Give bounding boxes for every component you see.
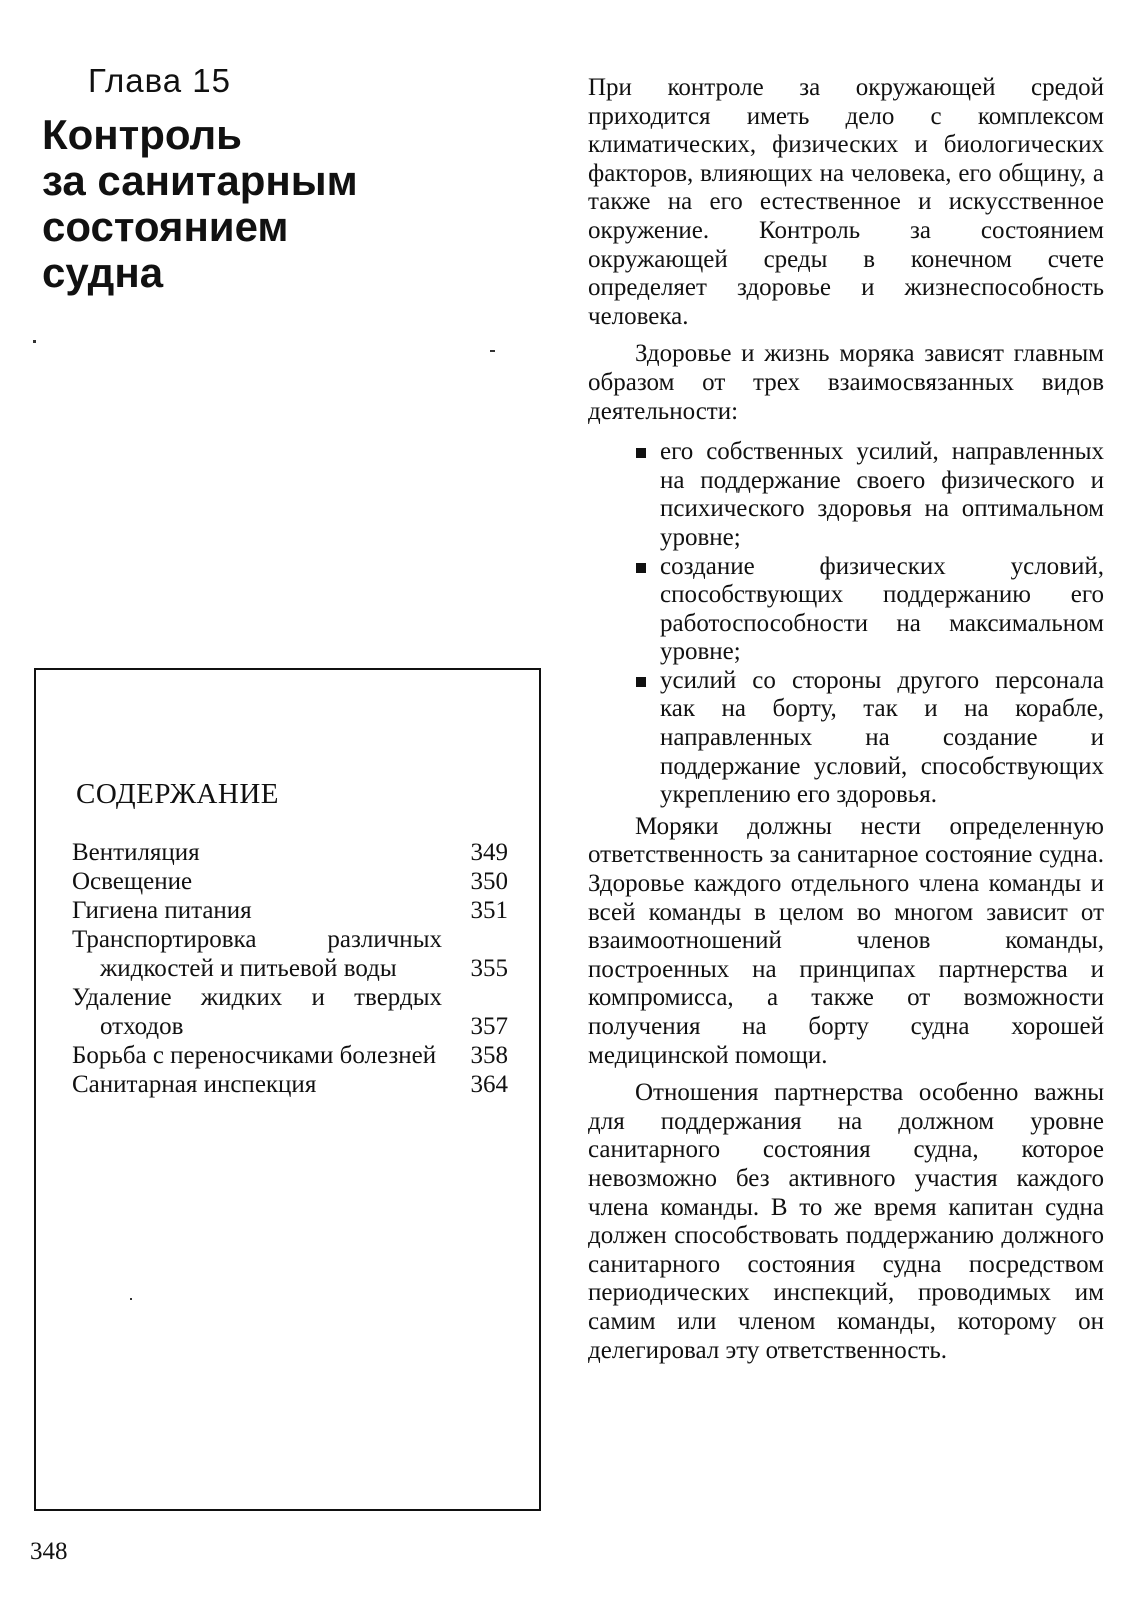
chapter-title-line: состоянием bbox=[42, 203, 289, 250]
paragraph: Моряки должны нести определенную ответственность за санитарное состояние судна. Здоровье каждого отдельного члена команды и всей команды в целом во многом зависит от взаимоотношений членов команды, построенных на принципах партнерства и компромисса, а также от возможности получения на борту судна хорошей медицинской помощи. bbox=[588, 812, 1104, 1069]
contents-box bbox=[34, 668, 541, 1511]
contents-entry-title: Освещение bbox=[72, 868, 193, 895]
contents-entry-title: Санитарная инспекция bbox=[72, 1071, 317, 1098]
bullet-text: его собственных усилий, направленных на поддержание своего физического и психического здоровья на оптимальном уровне; bbox=[660, 438, 1104, 551]
contents-entry-page: 358 bbox=[470, 1042, 508, 1069]
chapter-title bbox=[42, 112, 512, 296]
contents-entry bbox=[72, 1070, 508, 1099]
main-text bbox=[588, 74, 1104, 1365]
contents-entry-title: Вентиляция bbox=[72, 839, 200, 866]
contents-entry bbox=[72, 1041, 508, 1070]
contents-list bbox=[72, 838, 508, 1099]
bullet-item bbox=[588, 667, 1104, 810]
contents-entry-page: 351 bbox=[470, 897, 508, 924]
bullet-list bbox=[588, 438, 1104, 810]
square-bullet-icon bbox=[636, 448, 646, 458]
bullet-item bbox=[588, 438, 1104, 552]
paragraph: Здоровье и жизнь моряка зависят главным образом от трех взаимосвязанных видов деятельности: bbox=[588, 340, 1104, 425]
chapter-label: Глава 15 bbox=[88, 62, 232, 99]
contents-heading: СОДЕРЖАНИЕ bbox=[76, 778, 279, 810]
chapter-title-line: Контроль bbox=[42, 111, 242, 158]
contents-entry-page: 349 bbox=[470, 839, 508, 866]
bullet-item bbox=[588, 553, 1104, 667]
contents-entry bbox=[72, 867, 508, 896]
contents-entry-title: Транспортировка различных жидкостей и питьевой воды bbox=[72, 926, 442, 982]
contents-entry bbox=[72, 983, 508, 1041]
contents-entry bbox=[72, 925, 508, 983]
contents-entry-title: Борьба с переносчиками болезней bbox=[72, 1042, 437, 1069]
page-number: 348 bbox=[30, 1538, 68, 1565]
square-bullet-icon bbox=[636, 563, 646, 573]
scan-speck bbox=[490, 350, 495, 352]
square-bullet-icon bbox=[636, 677, 646, 687]
contents-entry bbox=[72, 838, 508, 867]
contents-entry-page: 355 bbox=[470, 955, 508, 982]
contents-entry-page: 364 bbox=[470, 1071, 508, 1098]
chapter-title-line: за санитарным bbox=[42, 157, 358, 204]
contents-entry-page: 357 bbox=[470, 1013, 508, 1040]
bullet-text: создание физических условий, способствующих поддержанию его работоспособности на максимальном уровне; bbox=[660, 552, 1104, 666]
scan-speck bbox=[33, 340, 36, 343]
bullet-text: усилий со стороны другого персонала как на борту, так и на корабле, направленных на создание и поддержание условий, способствующих укреплению его здоровья. bbox=[660, 666, 1104, 809]
contents-entry-title: Гигиена питания bbox=[72, 897, 252, 924]
contents-entry-page: 350 bbox=[470, 868, 508, 895]
contents-entry bbox=[72, 896, 508, 925]
paragraph: Отношения партнерства особенно важны для поддержания на должном уровне санитарного состояния судна, которое невозможно без активного участия каждого члена команды. В то же время капитан судна должен способствовать поддержанию должного санитарного состояния судна посредством периодических инспекций, проводимых им самим или членом команды, которому он делегировал эту ответственность. bbox=[588, 1079, 1104, 1364]
contents-entry-title: Удаление жидких и твердых отходов bbox=[72, 984, 442, 1040]
paragraph: При контроле за окружающей средой приходится иметь дело с комплексом климатических, физических и биологических факторов, влияющих на человека, его общину, а также на его естественное и искусственное окружение. Контроль за состоянием окружающей среды в конечном счете определяет здоровье и жизнеспособность человека. bbox=[588, 74, 1104, 330]
chapter-title-line: судна bbox=[42, 249, 164, 296]
